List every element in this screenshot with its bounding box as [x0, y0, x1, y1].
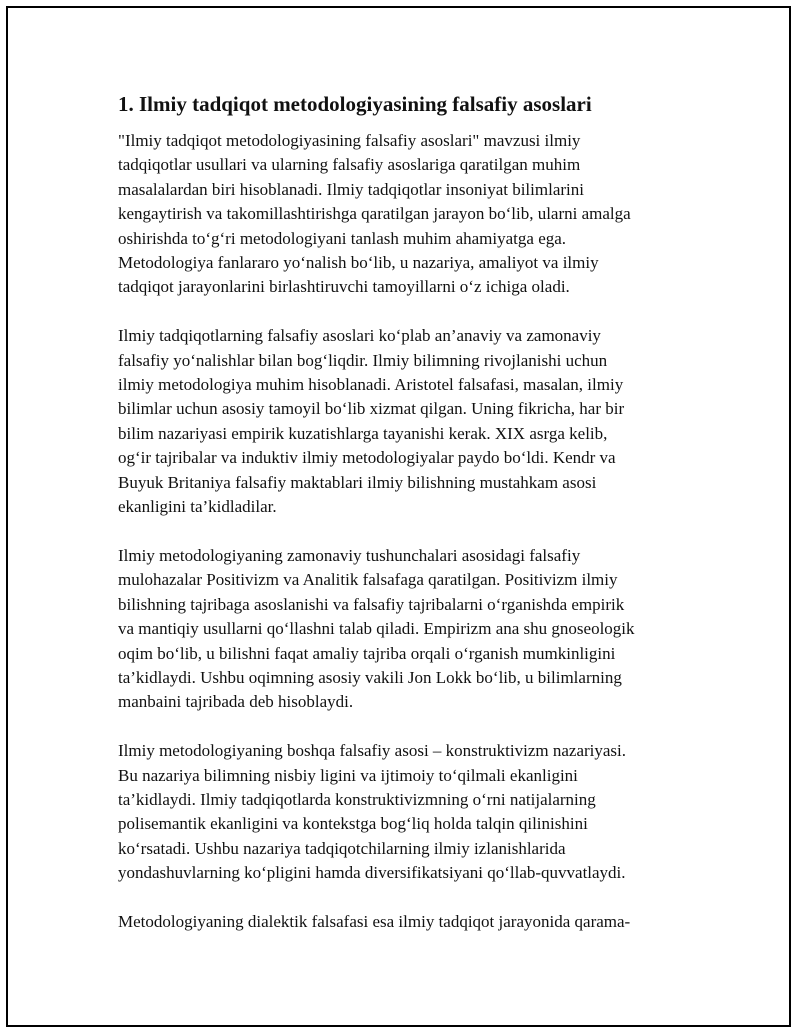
- text-line: ekanligini ta’kidladilar.: [118, 497, 277, 517]
- text-line: ta’kidlaydi. Ushbu oqimning asosiy vakili Jon Lokk bo‘lib, u bilimlarning: [118, 667, 622, 687]
- text-line: kengaytirish va takomillashtirishga qaratilgan jarayon bo‘lib, ularni amalga: [118, 204, 631, 224]
- text-line: tadqiqotlar usullari va ularning falsafiy asoslariga qaratilgan muhim: [118, 155, 581, 175]
- text-line: polisemantik ekanligini va kontekstga bog‘liq holda talqin qilinishini: [118, 814, 588, 834]
- text-line: va mantiqiy usullarni qo‘llashni talab qiladi. Empirizm ana shu gnoseologik: [118, 619, 635, 639]
- text-line: manbaini tajribada deb hisoblaydi.: [118, 692, 354, 712]
- text-line: ko‘rsatadi. Ushbu nazariya tadqiqotchilarning ilmiy izlanishlarida: [118, 838, 566, 858]
- text-line: oshirishda to‘g‘ri metodologiyani tanlash muhim ahamiyatga ega.: [118, 228, 567, 248]
- text-line: ta’kidlaydi. Ilmiy tadqiqotlarda konstruktivizmning o‘rni natijalarning: [118, 789, 596, 809]
- text-line: Buyuk Britaniya falsafiy maktablari ilmiy bilishning mustahkam asosi: [118, 472, 597, 492]
- paragraph-3: [118, 544, 681, 715]
- paragraph-4: [118, 739, 681, 885]
- text-line: Metodologiya fanlararo yo‘nalish bo‘lib, u nazariya, amaliyot va ilmiy: [118, 253, 599, 273]
- document-body: [111, 92, 681, 959]
- paragraph-2: [118, 324, 681, 519]
- text-line: oqim bo‘lib, u bilishni faqat amaliy tajriba orqali o‘rganish mumkinligini: [118, 643, 616, 663]
- paragraph-5: [118, 910, 681, 934]
- text-line: masalalardan biri hisoblanadi. Ilmiy tadqiqotlar insoniyat bilimlarini: [118, 179, 584, 199]
- text-line: Bu nazariya bilimning nisbiy ligini va ijtimoiy to‘qilmali ekanligini: [118, 765, 578, 785]
- text-line: mulohazalar Positivizm va Analitik falsafaga qaratilgan. Positivizm ilmiy: [118, 570, 618, 590]
- paragraph-1: [118, 129, 681, 300]
- text-line: yondashuvlarning ko‘pligini hamda diversifikatsiyani qo‘llab-quvvatlaydi.: [118, 863, 626, 883]
- text-line: tadqiqot jarayonlarini birlashtiruvchi tamoyillarni o‘z ichiga oladi.: [118, 277, 570, 297]
- text-line: Ilmiy tadqiqotlarning falsafiy asoslari ko‘plab an’anaviy va zamonaviy: [118, 326, 601, 346]
- text-line: bilim nazariyasi empirik kuzatishlarga tayanishi kerak. XIX asrga kelib,: [118, 423, 608, 443]
- text-line: "Ilmiy tadqiqot metodologiyasining falsafiy asoslari" mavzusi ilmiy: [118, 131, 581, 150]
- text-line: Ilmiy metodologiyaning boshqa falsafiy asosi – konstruktivizm nazariyasi.: [118, 741, 627, 761]
- text-line: falsafiy yo‘nalishlar bilan bog‘liqdir. Ilmiy bilimning rivojlanishi uchun: [118, 350, 608, 370]
- text-line: ilmiy metodologiya muhim hisoblanadi. Aristotel falsafasi, masalan, ilmiy: [118, 375, 624, 395]
- section-heading: 1. Ilmiy tadqiqot metodologiyasining falsafiy asoslari: [118, 92, 592, 116]
- text-line: og‘ir tajribalar va induktiv ilmiy metodologiyalar paydo bo‘ldi. Kendr va: [118, 448, 616, 468]
- text-line: bilimlar uchun asosiy tamoyil bo‘lib xizmat qilgan. Uning fikricha, har bir: [118, 399, 625, 419]
- text-line: Metodologiyaning dialektik falsafasi esa ilmiy tadqiqot jarayonida qarama-: [118, 911, 631, 931]
- text-line: Ilmiy metodologiyaning zamonaviy tushunchalari asosidagi falsafiy: [118, 545, 581, 565]
- text-line: bilishning tajribaga asoslanishi va falsafiy tajribalarni o‘rganishda empirik: [118, 594, 625, 614]
